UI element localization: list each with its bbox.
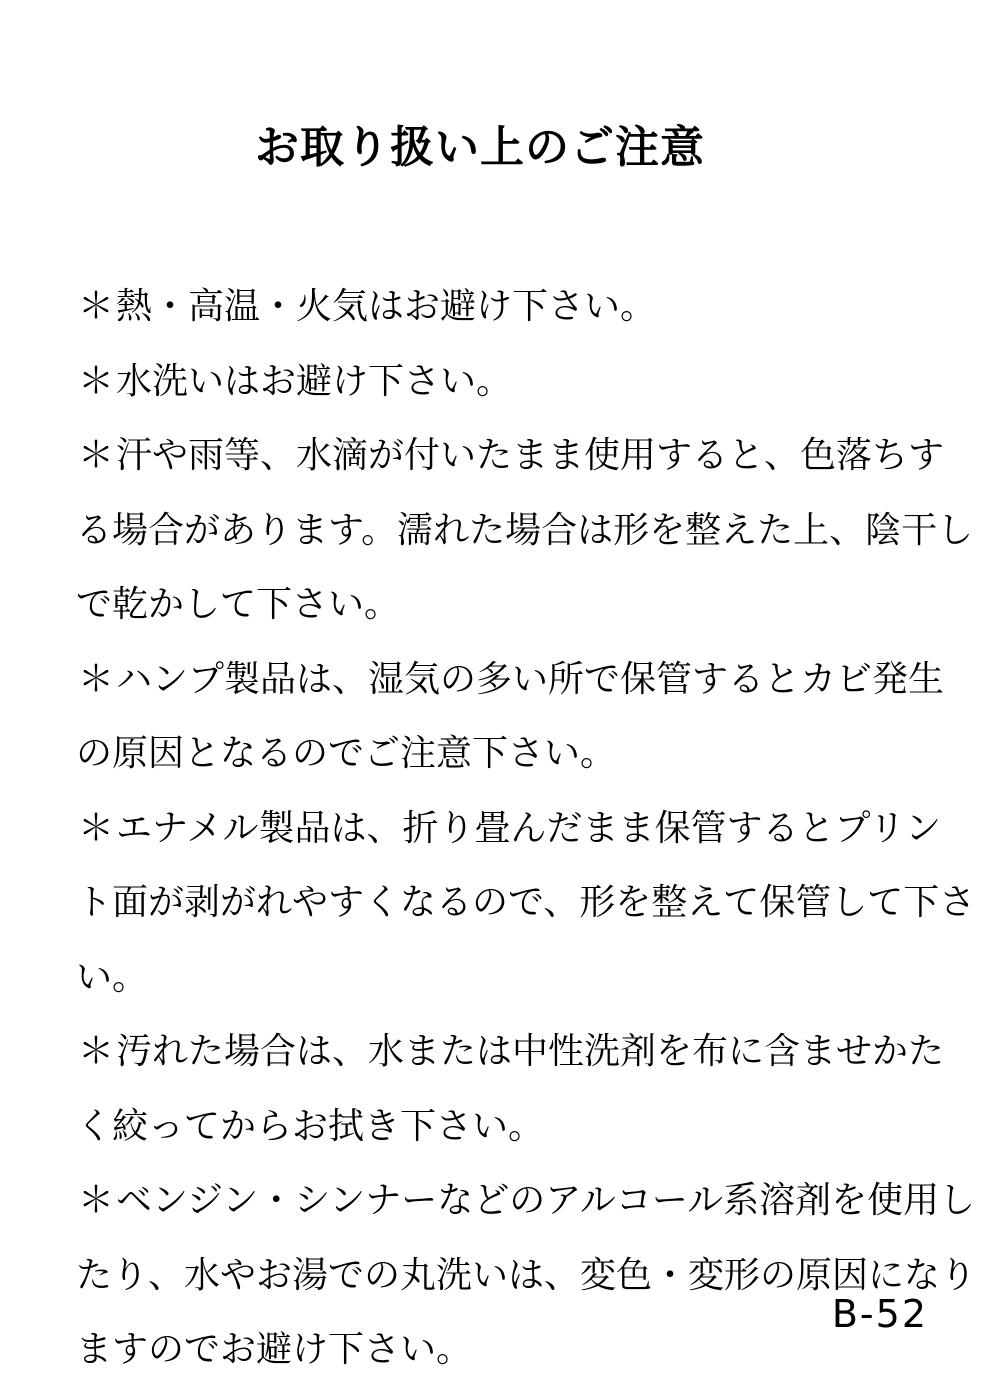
asterisk-bullet: ＊	[77, 286, 114, 327]
care-note-water-wash	[76, 345, 976, 420]
care-note-text: 熱・高温・火気はお避け下さい。	[116, 286, 657, 327]
care-note-text: 汗や雨等、水滴が付いたまま使用すると、色落ちする場合があります。濡れた場合は形を整えた上、陰干しで乾かして下さい。	[76, 435, 974, 625]
care-note-text: 水洗いはお避け下さい。	[116, 360, 513, 402]
care-note-text: エナメル製品は、折り畳んだまま保管するとプリント面が剥がれやすくなるので、形を整えて保管して下さい。	[76, 807, 976, 998]
care-note-hemp-mold	[76, 643, 976, 792]
asterisk-bullet: ＊	[77, 1180, 114, 1221]
care-note-color-fading	[76, 419, 976, 643]
asterisk-bullet: ＊	[77, 658, 114, 700]
asterisk-bullet: ＊	[77, 807, 114, 849]
asterisk-bullet: ＊	[77, 1031, 114, 1072]
care-notes-list	[76, 270, 976, 1388]
care-note-text: ベンジン・シンナーなどのアルコール系溶剤を使用したり、水やお湯での丸洗いは、変色・変形の原因になりますのでお避け下さい。	[76, 1180, 977, 1370]
care-note-text: 汚れた場合は、水または中性洗剤を布に含ませかたく絞ってからお拭き下さい。	[76, 1031, 945, 1147]
page-title: お取り扱い上のご注意	[255, 122, 705, 173]
care-note-heat	[76, 270, 976, 345]
care-note-text: ハンプ製品は、湿気の多い所で保管するとカビ発生の原因となるのでご注意下さい。	[76, 658, 945, 774]
asterisk-bullet: ＊	[77, 435, 114, 476]
care-note-enamel-storage	[76, 792, 976, 1016]
care-note-solvents	[76, 1164, 976, 1388]
asterisk-bullet: ＊	[77, 360, 114, 402]
product-code: B-52	[831, 1292, 928, 1336]
care-note-cleaning	[76, 1015, 976, 1164]
